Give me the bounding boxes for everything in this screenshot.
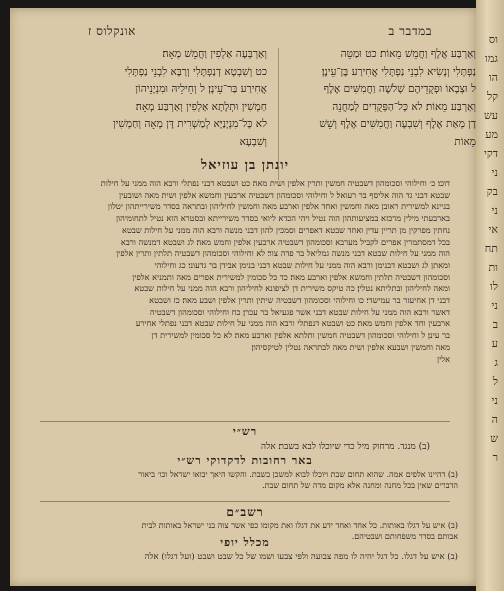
torah-line: ל וּצְבָאוֹ וּפְקֻדֵיהֶם שְׁלֹשָׁה וַחֲמִשִּׁים אֶלֶף xyxy=(323,83,476,95)
targum-line: בניינא למשירית ראובן מאה וחמשין ואחד אלפין וארבע מאה וחמשין לחיליהון ובתראה בסדר משירייתהון יטלון xyxy=(107,201,450,212)
targum-line: בר עינן׃ ל וחילוהי וסכומהון דשבטיה חמשין ותלתא אלפין וארבע מאה׃ לא כל סכומין למשירית דן xyxy=(151,330,450,341)
book-page xyxy=(10,8,480,586)
onkelos-line: אֲחִירַע בַּר־עֵינָן׃ ל וְחֵילֵיהּ וּמִנְיָנֵיהוֹן xyxy=(135,83,267,95)
targum-line: נחתין מפרקין מן תריין עדין ואחד שבטא דאפרים וסמכין להון דבני מנשה ורבא הוה ממני על חילות שבטא xyxy=(122,224,450,235)
rashi-text: (ב) מנגד. מרחוק מיל כדי שיוכלו לבא בשבת׃ אלה xyxy=(260,442,430,452)
targum-yonatan-title: יונתן בן עוזיאל xyxy=(201,158,289,173)
torah-line: וְאַרְבַּע מֵאוֹת׃ לא כָּל־הַפְּקֻדִים לְמַחֲנֵה xyxy=(332,100,476,113)
targum-line: ארבעין וחד אלפין וחמש מאה׃ כט ושבטא דנפתלי ורבא הוה ממני על חילות שבטא דבני נפתלי אחירע xyxy=(135,318,450,329)
targum-line: הוה ממני על חילות שבטא דבני מנשה גמליאל בר פדה צור׃ לא וחילוהי וסכומהון דשבטיה תלתין ותרין אלפין xyxy=(116,248,450,259)
targum-line: ומאתן לג ושבטא דבנימן ורבא הוה ממני על חילות שבטא דבני בנימן אבידן בר גדעוני׃ כג וחילוהי xyxy=(154,259,450,270)
baer-rechovot-title: באר רחובות לדקדוקי רש״י xyxy=(177,454,313,467)
onkelos-line: חַמְשִׁין וּתְלָתָא אַלְפִין וְאַרְבַּע מְאָה׃ xyxy=(135,100,267,113)
targum-yonatan-text xyxy=(40,178,450,365)
torah-line: נַפְתָּלִי וְנָשִׂיא לִבְנֵי נַפְתָּלִי אֲחִירַע בֶּן־עֵינָן׃ xyxy=(321,65,476,78)
facing-page-edge xyxy=(476,0,504,591)
baer-line: הדברים שאין בכל מחנה ומחנה אלא מקום מדה של תחום שבת. xyxy=(262,481,458,490)
onkelos-line: וְאַרְבְּעָה אַלְפִין וַחֲמֵשׁ מְאָה׃ xyxy=(162,48,267,60)
targum-line: וסכומהון דשבטיה תלתין וחמשא אלפין וארבע מאה׃ כד כל סכומין למשירית אפרים מאה ותמניא אלפין xyxy=(132,271,450,282)
targum-line: דבני דן אחיעזר בר עמישדי׃ כו וחילוהי וסכומהון דשבטיה שיתין ותרין אלפין ושבע מאה׃ כז ושבטא xyxy=(149,295,450,306)
mikhlal-yofi-title: מכלל יופי xyxy=(220,536,270,549)
targum-line: מאה וחמשין ושבעא אלפין ושית מאה לבתראה נטלין לטיקסיהון׃ xyxy=(251,341,450,352)
mikhlal-yofi-text: (ב) איש על דגלו. כל דגל יהיה לו מפה צבועה ולפי צבעו ושמו של כל שבט ושבט (ועל דגלו) אלה xyxy=(144,552,458,562)
rashbam-title: רשב״ם xyxy=(226,505,264,519)
onkelos-line: כט וְשִׁבְטָא דְנַפְתָּלִי וְרַבָּא לִבְנֵי נַפְתָּלִי xyxy=(124,65,267,78)
onkelos-line: וְשִׁבְעָא xyxy=(239,135,267,148)
targum-onkelos-column xyxy=(72,46,267,151)
facing-page-text-fragment: וס גמו הו קל עש מע דקי ני בק ני אי תח ות לו ני ב ע ג ל ני ה ש ר xyxy=(483,33,498,464)
running-head-right: במדבר ב xyxy=(388,24,432,38)
targum-line: דוכו׃ כ׳ וחילוהי וסכומהון דשבטיה חמשין ותרין אלפין ושית מאה׃ כט ושבטא דבני נפתלי ורבא הוה ממני על חילות xyxy=(100,178,450,188)
rashbam-line: אבותם בסדר משפחותם ושבטיהם. xyxy=(351,532,458,541)
onkelos-line: לא כָּל־מִנְיָנַיָּא לְמַשְׁרִית דָּן מְאָה וְחַמְשִׁין xyxy=(113,118,267,130)
rashi-title: רש״י xyxy=(232,425,258,438)
torah-line: מֵאוֹת xyxy=(454,135,476,148)
targum-line: שבטא דבני גד הוה אליסף בר רעואל׃ ל וחילוהי וסכומהון דשבטיה ארבעין וחמשא אלפין ושית מאה ושובעין xyxy=(119,189,450,200)
torah-text-column xyxy=(290,46,476,151)
targum-line: בארבעתי מילין מרכזא במציעותהון הוה נטיל ויהי הכדא ליואי בסדר משירייתא ובסטרא הוא נטיל לתחומיהון xyxy=(115,213,450,224)
section-rule xyxy=(40,421,450,422)
baer-rechovot-text xyxy=(42,469,458,491)
torah-line: וְאַרְבַּע אֲלָף וַחֲמֵשׁ מֵאוֹת׃ כט וּמַטֵּה xyxy=(340,48,476,60)
baer-line: (ב) דהיינו אלפים אמה. שהוא תחום שבת ויוכלו לבוא למשכן בשבת. והקשו היאך יבואו ישראל וכו׳ ביאור xyxy=(138,470,458,479)
catchword: אלין xyxy=(437,353,450,364)
torah-line: דָן מְאַת אֶלֶף וְשִׁבְעָה וַחֲמִשִּׁים אֶלֶף וְשֵׁשׁ xyxy=(319,118,476,130)
section-rule xyxy=(40,501,450,502)
running-head-left: אונקלוס ז xyxy=(88,24,136,38)
targum-line: דאשר ורבא הוה ממני על חילות שבטא דבני אשר פגעיאל בר עכרן׃ כח וחילוהי וסכומהון דשבטיה xyxy=(149,306,450,317)
targum-line: בכל דמסתמרין אפרים לקביל מערבא וסכומהון דשבטיה ארבעין אלפין וחמש מאה׃ לג ושבטא דמנשה ורבא xyxy=(120,236,450,247)
targum-line: ומאה לחיליהון ובתליתא נטלין׃ כה טיקס משירית דן לציפונא לחיליהון ורבא הוה ממני על חילות שבטא xyxy=(134,283,450,294)
rashbam-line: (ב) איש על דגלו באותות. כל אחד ואחד ידע את דגלו ואת מקומו כפי אשר צוה בני ישראל באותות לבית xyxy=(141,521,458,530)
